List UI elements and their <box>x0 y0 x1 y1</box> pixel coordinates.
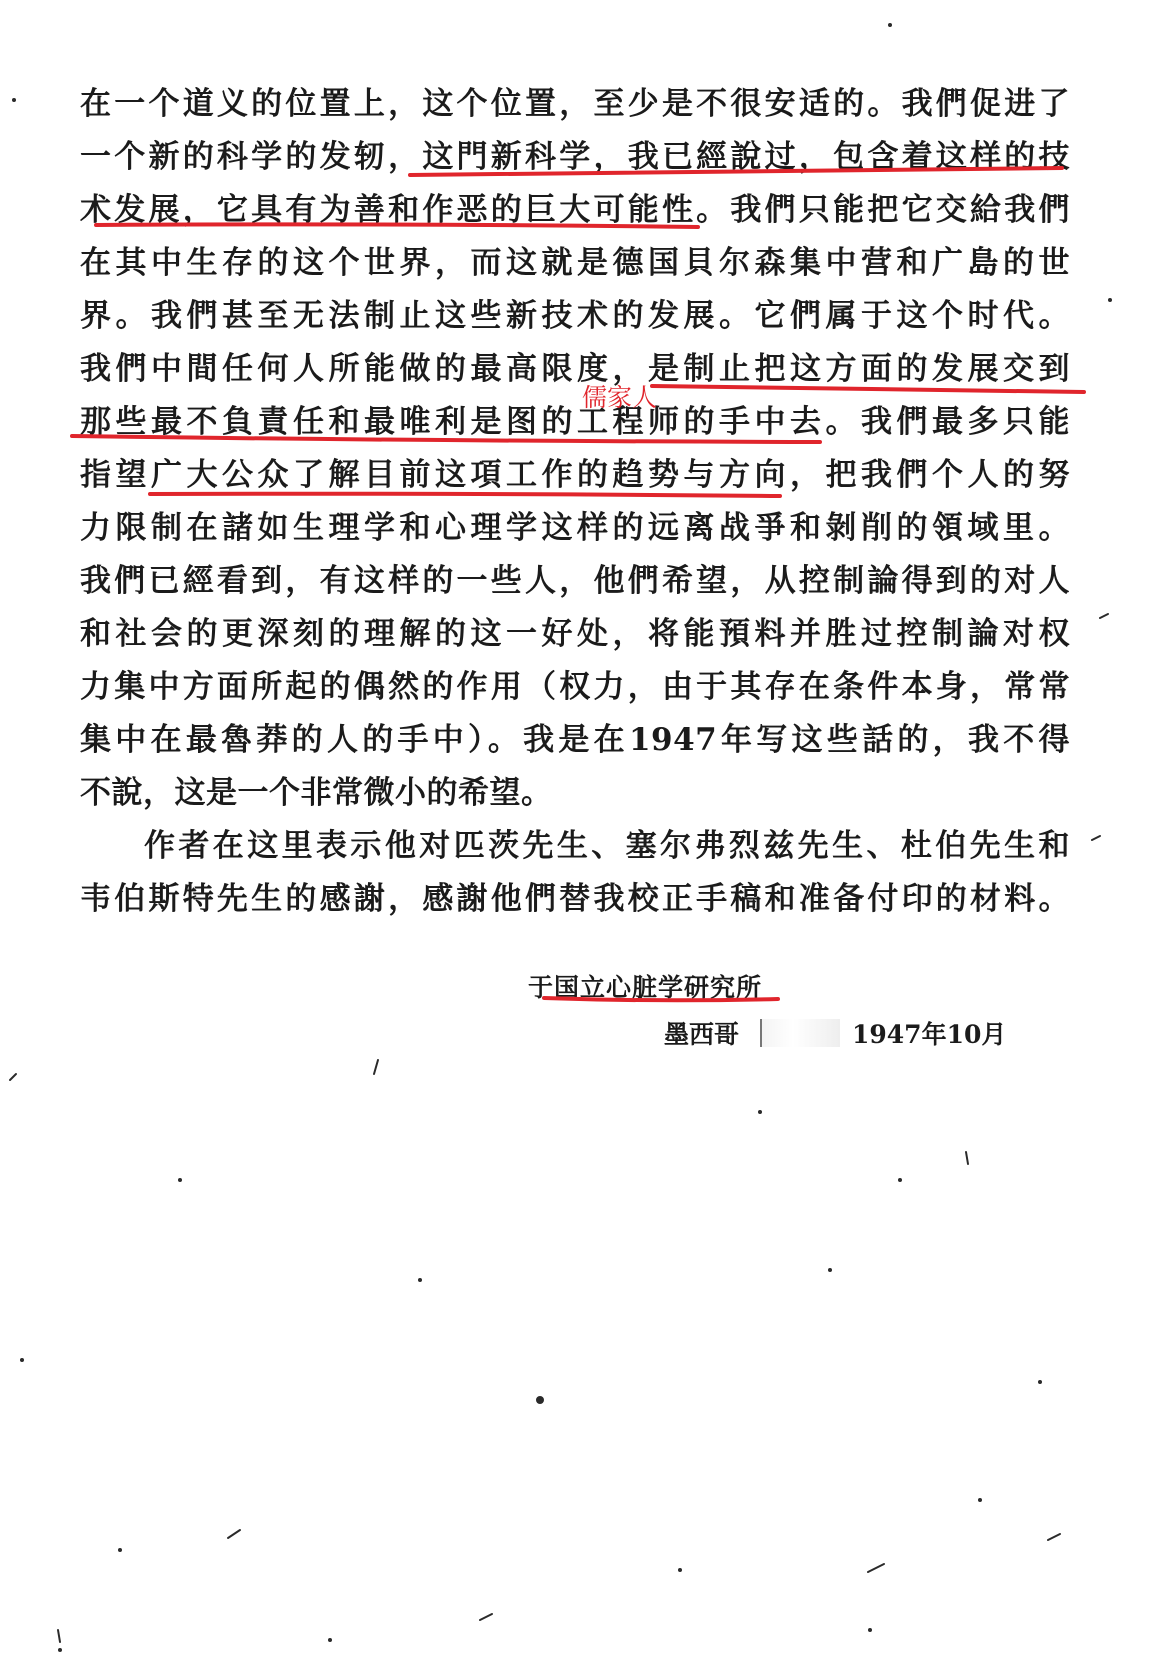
speck-mark <box>868 1628 872 1632</box>
text-line: 集中在最魯莽的人的手中）。我是在1947年写这些話的，我不得 <box>80 722 1070 758</box>
speck-mark <box>20 1358 24 1362</box>
text-line: 作者在这里表示他对匹茨先生、塞尔弗烈兹先生、杜伯先生和 <box>144 828 1070 864</box>
speck-mark <box>678 1568 682 1572</box>
underline-mark <box>410 168 1062 175</box>
underline-mark <box>652 386 1084 392</box>
stroke-mark <box>966 1152 968 1164</box>
stroke-mark <box>480 1614 492 1620</box>
speck-mark <box>888 23 892 27</box>
text-line: 那些最不負責任和最唯利是图的工程师的手中去。我們最多只能 <box>80 404 1070 440</box>
speck-mark <box>1108 298 1112 302</box>
speck-mark <box>418 1278 422 1282</box>
stroke-marks <box>10 614 1108 1642</box>
handwritten-annotation: 儒家人 <box>582 383 658 412</box>
speck-mark <box>898 1178 902 1182</box>
text-line: 我們中間任何人所能做的最高限度，是制止把这方面的发展交到 <box>80 351 1070 387</box>
text-line: 和社会的更深刻的理解的这一好处，将能預料并胜过控制論对权 <box>80 616 1070 652</box>
stroke-mark <box>58 1630 60 1642</box>
speckle-marks <box>12 23 1112 1652</box>
text-line: 力集中方面所起的偶然的作用（权力，由于其存在条件本身，常常 <box>80 669 1070 705</box>
stroke-mark <box>868 1564 884 1572</box>
stroke-mark <box>10 1074 16 1080</box>
underline-mark <box>544 998 778 1000</box>
text-line: 在其中生存的这个世界，而这就是德国貝尔森集中营和广島的世 <box>80 245 1070 281</box>
speck-mark <box>1038 1380 1042 1384</box>
text-line: 不說，这是一个非常微小的希望。 <box>80 775 553 811</box>
signature-institution: 于国立心脏学研究所 <box>528 973 763 1002</box>
text-line: 韦伯斯特先生的感謝，感謝他們替我校正手稿和准备付印的材料。 <box>80 881 1070 917</box>
speck-mark <box>758 1110 762 1114</box>
stroke-mark <box>374 1060 378 1074</box>
signature-date: 1947年10月 <box>852 1020 1007 1049</box>
text-line: 一个新的科学的发轫，这門新科学，我已經說过，包含着这样的技 <box>80 139 1070 175</box>
speck-mark <box>328 1638 332 1642</box>
underline-mark <box>72 436 820 442</box>
speck-mark <box>118 1548 122 1552</box>
speck-mark <box>12 98 16 102</box>
speck-mark <box>178 1178 182 1182</box>
text-line: 术发展，它具有为善和作恶的巨大可能性。我們只能把它交給我們 <box>80 192 1070 228</box>
speck-mark <box>828 1268 832 1272</box>
signature-location: 墨西哥 <box>664 1020 740 1049</box>
underline-mark <box>150 494 780 496</box>
speck-mark <box>58 1648 62 1652</box>
underline-mark <box>96 224 698 227</box>
speck-mark <box>536 1396 544 1404</box>
text-line: 界。我們甚至无法制止这些新技术的发展。它們属于这个时代。 <box>80 298 1070 334</box>
stroke-mark <box>1092 836 1100 840</box>
text-line: 在一个道义的位置上，这个位置，至少是不很安适的。我們促进了 <box>80 86 1070 122</box>
stroke-mark <box>1048 1534 1060 1540</box>
text-line: 我們已經看到，有这样的一些人，他們希望，从控制論得到的对人 <box>80 563 1070 599</box>
text-line: 指望广大公众了解目前这項工作的趋势与方向，把我們个人的努 <box>80 457 1070 493</box>
stroke-mark <box>228 1530 240 1538</box>
stroke-mark <box>1100 614 1108 618</box>
speck-mark <box>978 1498 982 1502</box>
text-line: 力限制在諸如生理学和心理学这样的远离战爭和剝削的領域里。 <box>80 510 1070 546</box>
